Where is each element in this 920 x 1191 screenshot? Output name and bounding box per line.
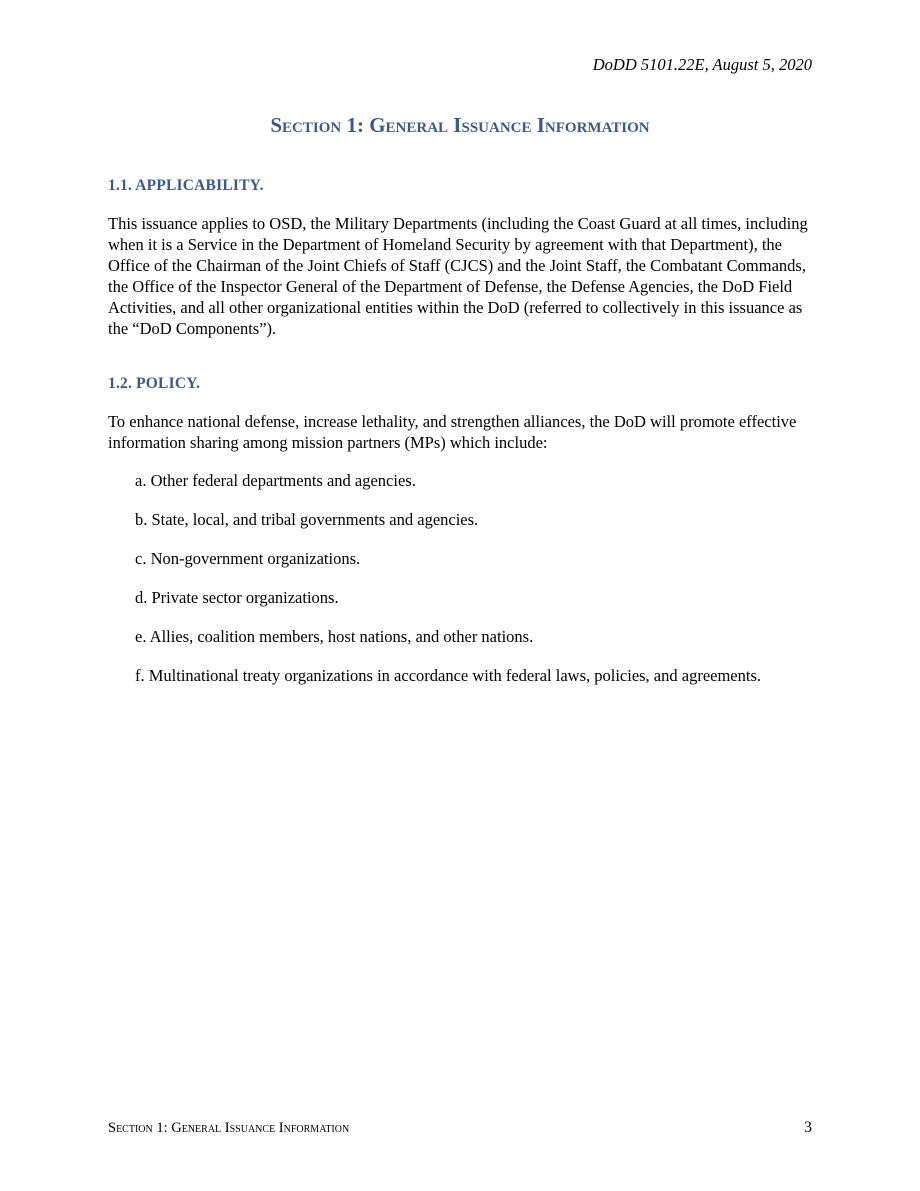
policy-list-item: a. Other federal departments and agencies. [135, 471, 416, 490]
page-number: 3 [804, 1119, 812, 1136]
applicability-heading: 1.1. APPLICABILITY. [108, 177, 264, 194]
footer-section-label: Section 1: General Issuance Information [108, 1120, 350, 1136]
policy-list-item: f. Multinational treaty organizations in accordance with federal laws, policies, and agreements. [135, 666, 762, 685]
policy-paragraph: To enhance national defense, increase lethality, and strengthen alliances, the DoD will promote effective information sharing among mission partners (MPs) which include: [108, 412, 797, 452]
document-id-header: DoDD 5101.22E, August 5, 2020 [592, 55, 812, 74]
policy-heading: 1.2. POLICY. [108, 375, 201, 392]
policy-list-item: b. State, local, and tribal governments and agencies. [135, 510, 479, 529]
applicability-paragraph: This issuance applies to OSD, the Military Departments (including the Coast Guard at all times, including when it is a Service in the Department of Homeland Security by agreement with that Department), the Office of the Chairman of the Joint Chiefs of Staff (CJCS) and the Joint Staff, the Combatant Commands, the Office of the Inspector General of the Department of Defense, the Defense Agencies, the DoD Field Activities, and all other organizational entities within the DoD (referred to collectively in this issuance as the “DoD Components”). [108, 214, 808, 338]
section-title: Section 1: General Issuance Information [270, 113, 650, 137]
policy-list-item: c. Non-government organizations. [135, 549, 361, 568]
policy-list-item: e. Allies, coalition members, host nations, and other nations. [135, 627, 534, 646]
policy-list-item: d. Private sector organizations. [135, 588, 339, 607]
